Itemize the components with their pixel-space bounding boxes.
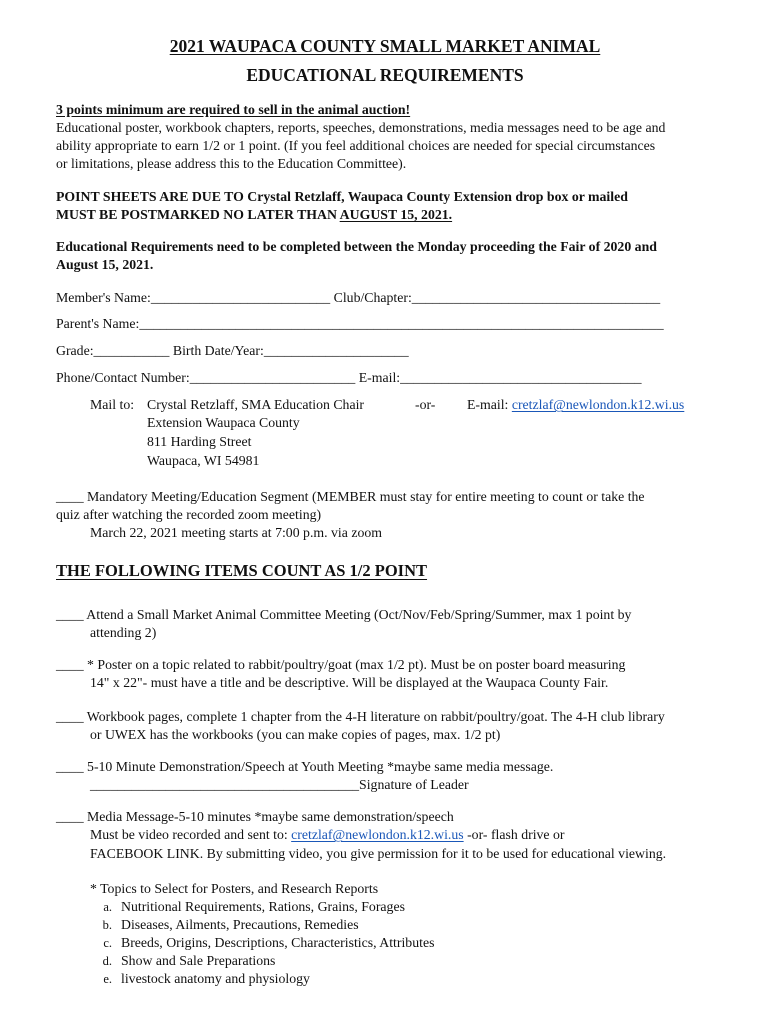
workbook-item-line-1: ____ Workbook pages, complete 1 chapter from the 4-H literature on rabbit/poultry/goat. The 4-H club library (56, 709, 665, 724)
intro-line-2: ability appropriate to earn 1/2 or 1 point. (If you feel additional choices are needed for special circumstances (56, 138, 656, 153)
topic-text: livestock anatomy and physiology (121, 971, 310, 986)
due-date: AUGUST 15, 2021. (339, 207, 453, 222)
email-contact (467, 396, 684, 414)
member-club-field[interactable]: Member's Name:__________________________ Club/Chapter:____________________________________ (56, 290, 661, 305)
topic-item (90, 916, 359, 934)
intro-line-1: Educational poster, workbook chapters, reports, speeches, demonstrations, media messages need to be age and (56, 120, 666, 135)
grade-birth-field[interactable]: Grade:___________ Birth Date/Year:_____________________ (56, 343, 409, 358)
min-points-notice: 3 points minimum are required to sell in the animal auction! (56, 102, 411, 117)
mandatory-meeting-date: March 22, 2021 meeting starts at 7:00 p.m. via zoom (90, 525, 382, 540)
media-email-link[interactable]: cretzlaf@newlondon.k12.wi.us (291, 827, 464, 842)
committee-item-line-1: ____ Attend a Small Market Animal Committee Meeting (Oct/Nov/Feb/Spring/Summer, max 1 point by (56, 607, 632, 622)
committee-item-line-2: attending 2) (90, 625, 157, 640)
topic-text: Nutritional Requirements, Rations, Grains, Forages (121, 899, 405, 914)
phone-email-field[interactable]: Phone/Contact Number:________________________ E-mail:___________________________________ (56, 370, 642, 385)
title-line-2: EDUCATIONAL REQUIREMENTS (246, 65, 524, 85)
mail-address-line-2: Extension Waupaca County (147, 415, 300, 430)
topic-text: Breeds, Origins, Descriptions, Characteristics, Attributes (121, 935, 435, 950)
topic-item (90, 970, 310, 988)
mail-to-label: Mail to: (90, 397, 135, 412)
media-item-line-1: ____ Media Message-5-10 minutes *maybe same demonstration/speech (56, 809, 454, 824)
due-line-1: POINT SHEETS ARE DUE TO Crystal Retzlaff, Waupaca County Extension drop box or mailed (56, 189, 628, 204)
media-item-line-2 (90, 826, 565, 844)
demo-item-line-1: ____ 5-10 Minute Demonstration/Speech at Youth Meeting *maybe same media message. (56, 759, 554, 774)
intro-line-3: or limitations, please address this to the Education Committee). (56, 156, 407, 171)
topic-item (90, 898, 405, 916)
mail-or-label: -or- (415, 397, 436, 412)
mail-address-line-1: Crystal Retzlaff, SMA Education Chair (147, 397, 365, 412)
demo-signature-line: _______________________________________Signature of Leader (90, 777, 469, 792)
poster-item-line-1: ____ * Poster on a topic related to rabbit/poultry/goat (max 1/2 pt). Must be on poster board measuring (56, 657, 626, 672)
mail-address-line-3: 811 Harding Street (147, 434, 252, 449)
workbook-item-line-2: or UWEX has the workbooks (you can make copies of pages, max. 1/2 pt) (90, 727, 501, 742)
section-heading: THE FOLLOWING ITEMS COUNT AS 1/2 POINT (56, 561, 428, 580)
topic-text: Diseases, Ailments, Precautions, Remedies (121, 917, 359, 932)
topic-item (90, 952, 275, 970)
parent-name-field[interactable]: Parent's Name:____________________________________________________________________________ (56, 316, 664, 331)
mandatory-meeting-line-2: quiz after watching the recorded zoom meeting) (56, 507, 322, 522)
mail-address-line-4: Waupaca, WI 54981 (147, 453, 260, 468)
email-label: E-mail: (467, 397, 512, 412)
topic-letter: c. (103, 936, 112, 950)
edu-window-line-2: August 15, 2021. (56, 257, 154, 272)
media-prefix: Must be video recorded and sent to: (90, 827, 292, 842)
topic-letter: d. (102, 954, 112, 968)
media-item-line-3: FACEBOOK LINK. By submitting video, you give permission for it to be used for educational viewing. (90, 846, 667, 861)
topic-text: Show and Sale Preparations (121, 953, 276, 968)
topic-letter: e. (103, 972, 112, 986)
edu-window-line-1: Educational Requirements need to be completed between the Monday proceeding the Fair of 2020 and (56, 239, 657, 254)
email-link[interactable]: cretzlaf@newlondon.k12.wi.us (511, 397, 685, 412)
topic-item (90, 934, 434, 952)
topics-heading: * Topics to Select for Posters, and Research Reports (90, 881, 379, 896)
topic-letter: b. (102, 918, 112, 932)
due-line-2-prefix: MUST BE POSTMARKED NO LATER THAN (56, 207, 340, 222)
title-line-1: 2021 WAUPACA COUNTY SMALL MARKET ANIMAL (169, 36, 601, 56)
poster-item-line-2: 14" x 22"- must have a title and be descriptive. Will be displayed at the Waupaca County Fair. (90, 675, 609, 690)
mandatory-meeting-line-1: ____ Mandatory Meeting/Education Segment (MEMBER must stay for entire meeting to count or take the (56, 489, 645, 504)
topic-letter: a. (103, 900, 112, 914)
media-suffix: -or- flash drive or (463, 827, 565, 842)
due-line-2 (56, 206, 452, 224)
